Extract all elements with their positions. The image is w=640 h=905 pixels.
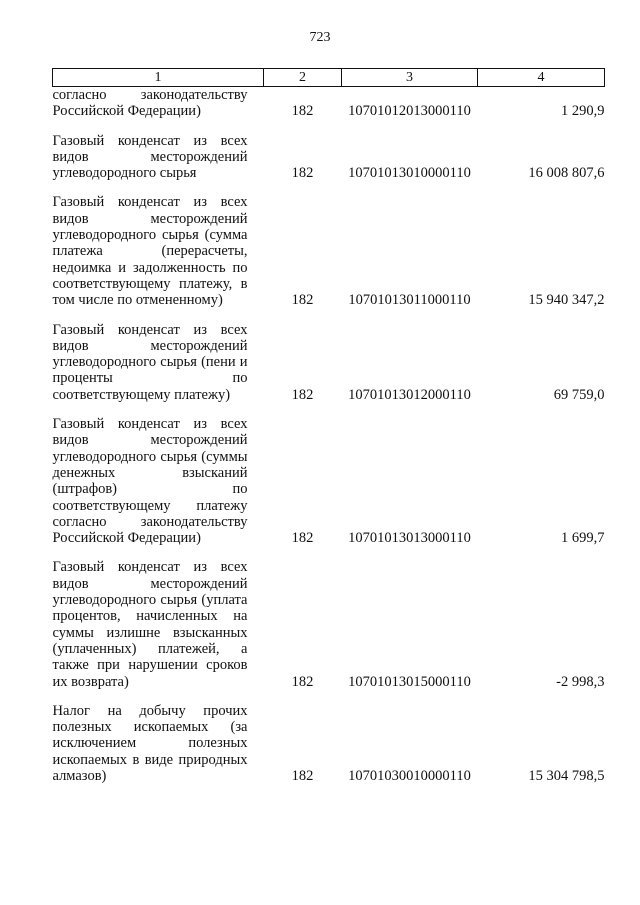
row-admin-code: 182 (291, 165, 314, 182)
row-description: Газовый конденсат из всех видов месторождений углеводородного сырья (пени и проценты по соответствующему платежу) (52, 321, 248, 403)
row-description: Газовый конденсат из всех видов месторождений углеводородного сырья (уплата процентов, начисленных на суммы излишне взысканных (уплаченных) платежей, а также при нарушении сроков их возврата) (52, 559, 248, 690)
row-amount: 15 304 798,5 (528, 767, 605, 784)
row-kbk: 10701013010000110 (348, 165, 471, 182)
table-row (53, 559, 605, 702)
row-admin-code: 182 (291, 292, 314, 309)
row-amount: 1 699,7 (561, 530, 605, 547)
row-admin-code: 182 (291, 673, 314, 690)
row-description: Газовый конденсат из всех видов месторождений углеводородного сырья (52, 132, 248, 182)
row-description: Газовый конденсат из всех видов месторождений углеводородного сырья (сумма платежа (перерасчеты, недоимка и задолженность по соответствующему платежу, в том числе по отмененному) (52, 194, 248, 309)
table-row (53, 133, 605, 195)
row-amount: 69 759,0 (553, 386, 605, 403)
row-admin-code: 182 (291, 767, 314, 784)
table-row (53, 416, 605, 559)
table-header-row (53, 69, 605, 87)
row-description: Налог на добычу прочих полезных ископаемых (за исключением полезных ископаемых в виде природных алмазов) (52, 702, 248, 784)
table-row (53, 87, 605, 133)
column-header-1: 1 (53, 69, 264, 87)
row-kbk: 10701013011000110 (348, 292, 471, 309)
revenue-table (52, 68, 605, 797)
row-admin-code: 182 (291, 103, 314, 120)
row-kbk: 10701030010000110 (348, 767, 471, 784)
row-admin-code: 182 (291, 530, 314, 547)
row-description: Газовый конденсат из всех видов месторождений углеводородного сырья (суммы денежных взысканий (штрафов) по соответствующему платежу согласно законодательству Российской Федерации) (52, 416, 248, 547)
row-amount: 1 290,9 (561, 103, 605, 120)
row-kbk: 10701013012000110 (348, 386, 471, 403)
column-header-3: 3 (342, 69, 478, 87)
page-number: 723 (309, 30, 331, 45)
row-kbk: 10701013015000110 (348, 673, 471, 690)
table-row (53, 194, 605, 321)
row-amount: 15 940 347,2 (528, 292, 605, 309)
table-row (53, 322, 605, 416)
table-row (53, 703, 605, 797)
row-admin-code: 182 (291, 386, 314, 403)
column-header-2: 2 (264, 69, 342, 87)
row-amount: 16 008 807,6 (528, 165, 605, 182)
row-kbk: 10701013013000110 (348, 530, 471, 547)
row-kbk: 10701012013000110 (348, 103, 471, 120)
column-header-4: 4 (478, 69, 605, 87)
row-amount: -2 998,3 (556, 673, 605, 690)
row-description: согласно законодательству Российской Федерации) (52, 87, 248, 120)
